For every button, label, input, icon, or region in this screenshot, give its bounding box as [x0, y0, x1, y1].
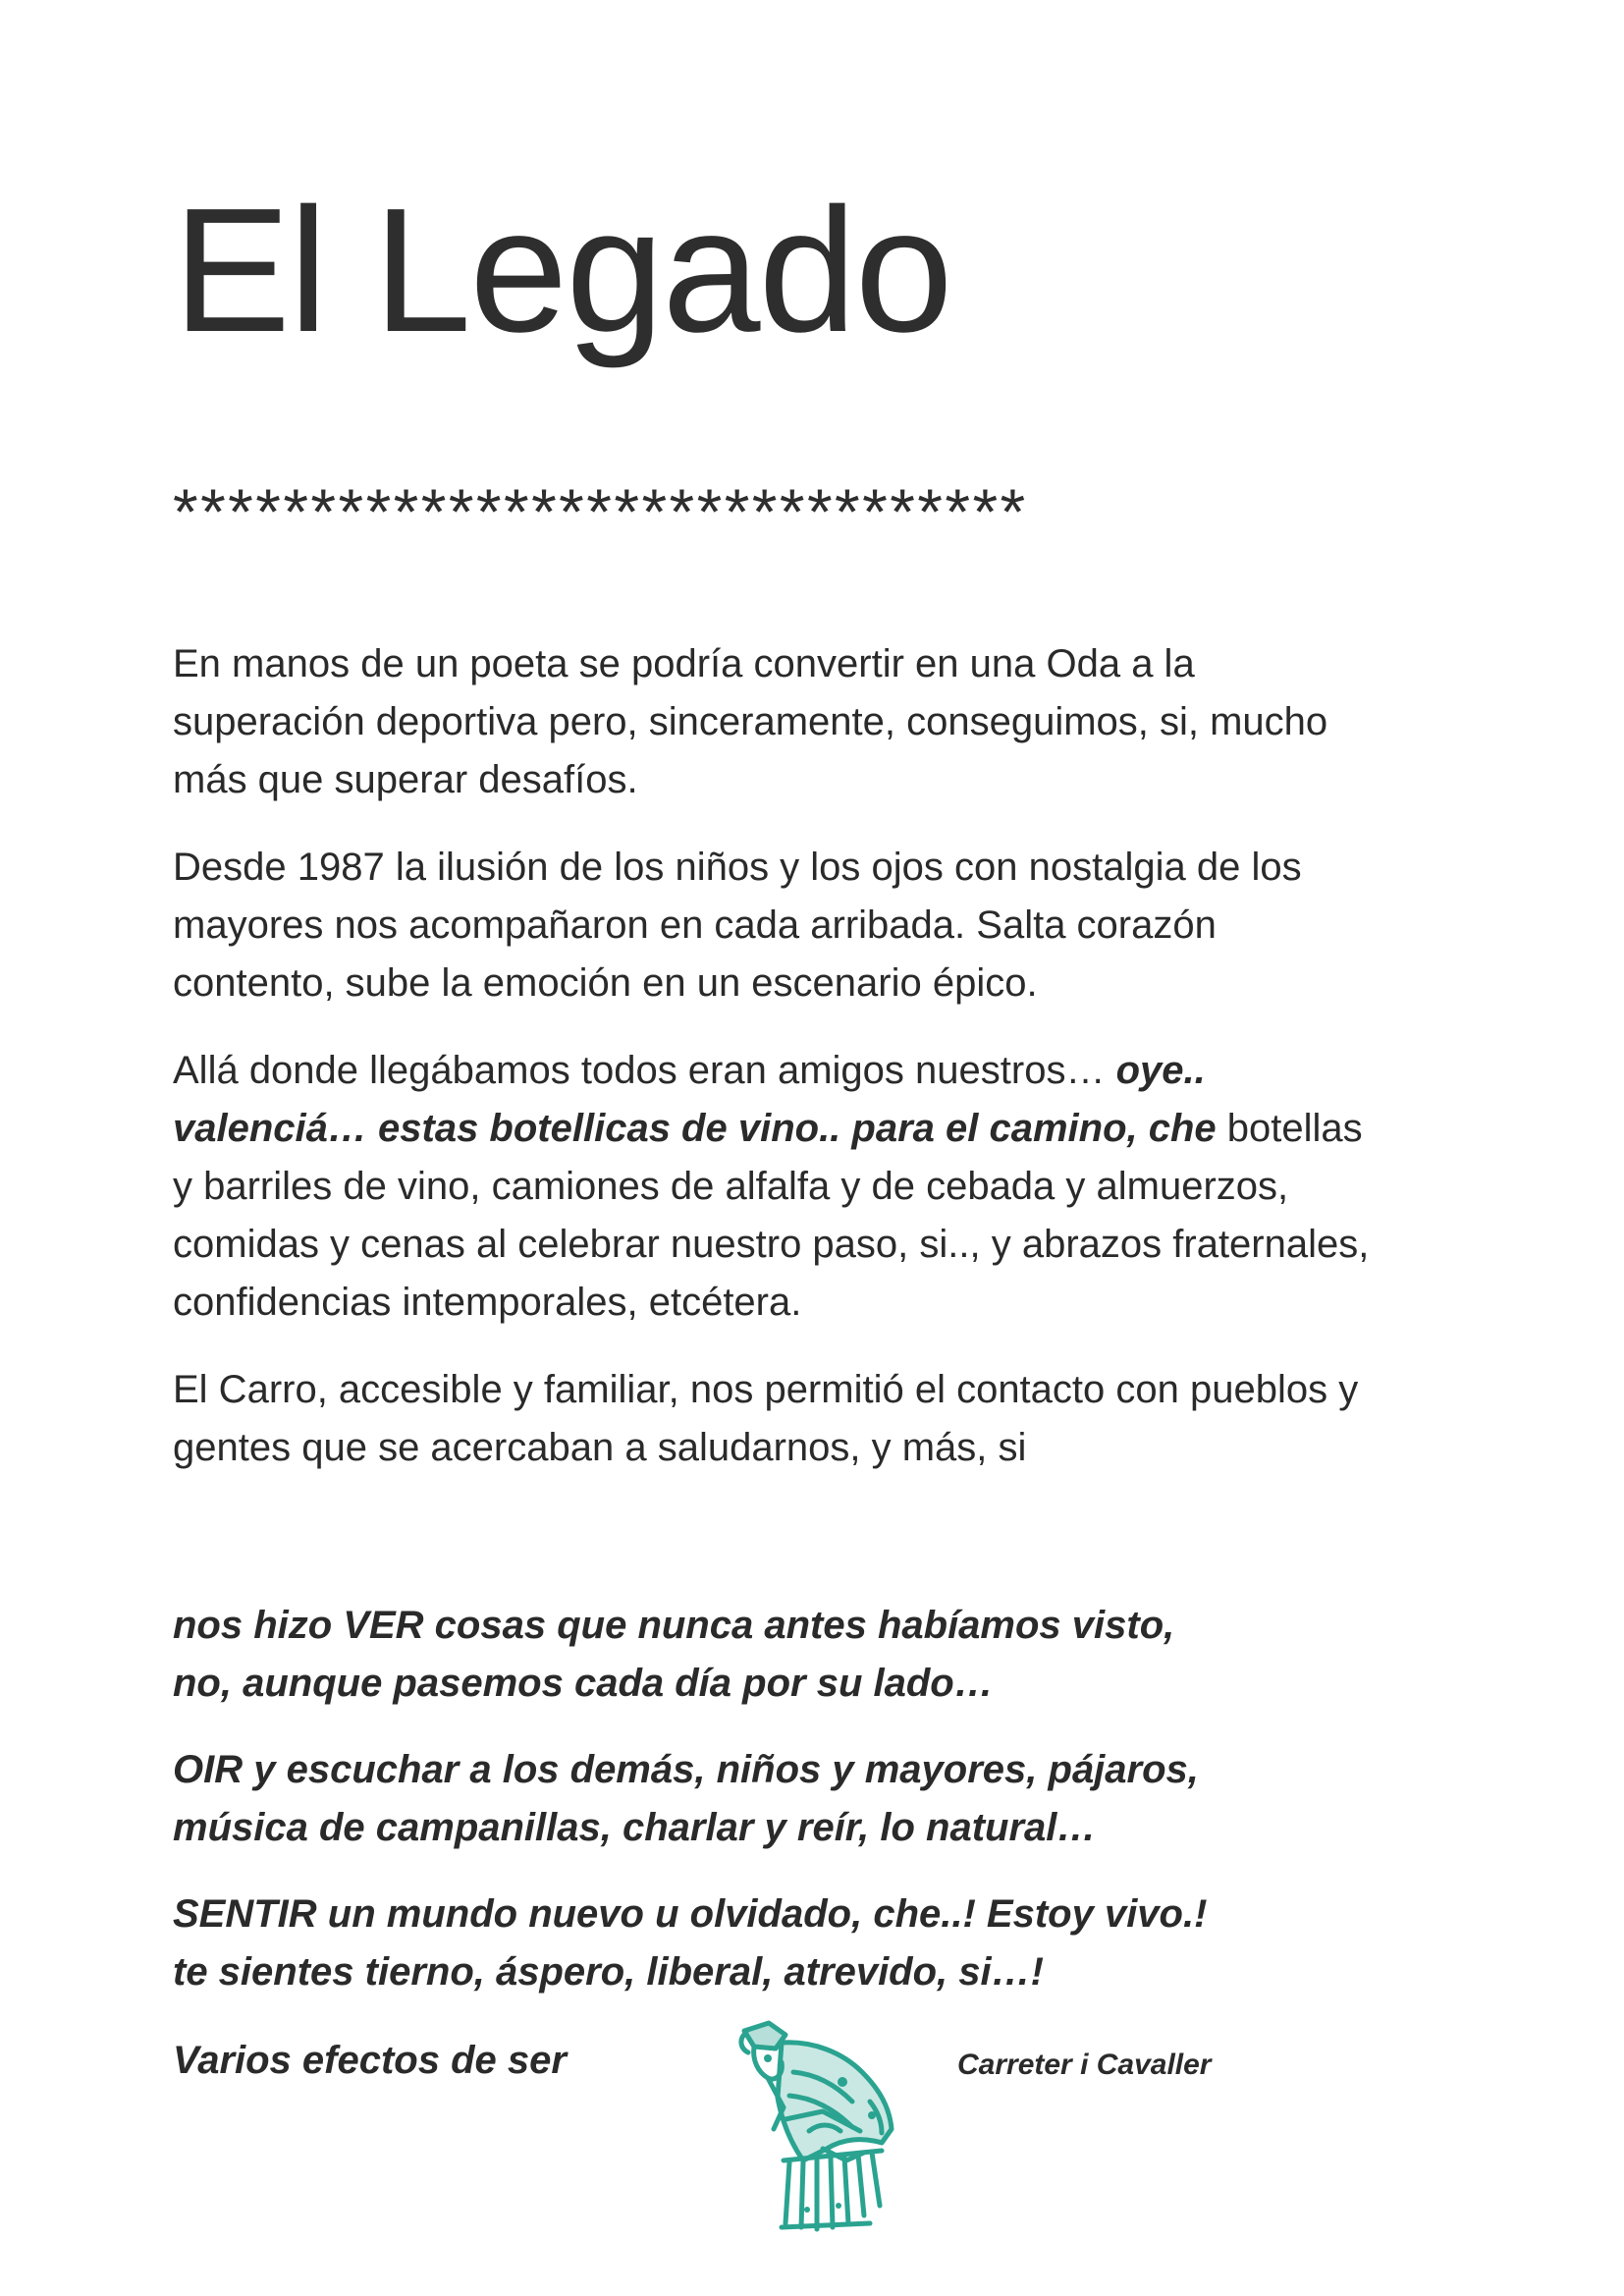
italic-block-ver — [173, 1597, 1400, 1713]
footer-left-text: Varios efectos de ser — [173, 2039, 567, 2082]
sentir-line-2: te sientes tierno, áspero, liberal, atrevido, si…! — [173, 1950, 1044, 1994]
carter-stamp-icon — [725, 2013, 911, 2239]
italic-block-sentir — [173, 1886, 1400, 2001]
paragraph-intro: En manos de un poeta se podría convertir en una Oda a la superación deportiva pero, sinceramente, conseguimos, si, mucho más que superar desafíos. — [173, 642, 1328, 801]
paragraph-friends — [173, 1042, 1380, 1332]
signature-text: Carreter i Cavaller — [957, 2049, 1212, 2081]
oir-line-2: música de campanillas, charlar y reír, lo natural… — [173, 1806, 1097, 1849]
oir-line-1: OIR y escuchar a los demás, niños y mayores, pájaros, — [173, 1748, 1199, 1791]
paragraph-friends-start: Allá donde llegábamos todos eran amigos nuestros… — [173, 1049, 1116, 1092]
italic-block-oir — [173, 1741, 1400, 1857]
page-title: El Legado — [173, 172, 951, 369]
paragraph-friends-quote: oye.. valenciá… estas botellicas de vino.. para el camino, che — [173, 1049, 1217, 1150]
paragraph-1987: Desde 1987 la ilusión de los niños y los ojos con nostalgia de los mayores nos acompañaron en cada arribada. Salta corazón contento, sube la emoción en un escenario épico. — [173, 846, 1302, 1005]
ver-line-2: no, aunque pasemos cada día por su lado… — [173, 1662, 994, 1705]
paragraph-friends-end: botellas y barriles de vino, camiones de alfalfa y de cebada y almuerzos, comidas y cenas al celebrar nuestro paso, si.., y abrazos fraternales, confidencias intemporales, etcétera. — [173, 1107, 1370, 1324]
sentir-line-1: SENTIR un mundo nuevo u olvidado, che..! Estoy vivo.! — [173, 1892, 1208, 1936]
ver-line-1: nos hizo VER cosas que nunca antes habíamos visto, — [173, 1604, 1175, 1647]
asterisk-separator: ******************************* — [173, 475, 1028, 548]
paragraph-carro: El Carro, accesible y familiar, nos permitió el contacto con pueblos y gentes que se acercaban a saludarnos, y más, si — [173, 1368, 1359, 1469]
